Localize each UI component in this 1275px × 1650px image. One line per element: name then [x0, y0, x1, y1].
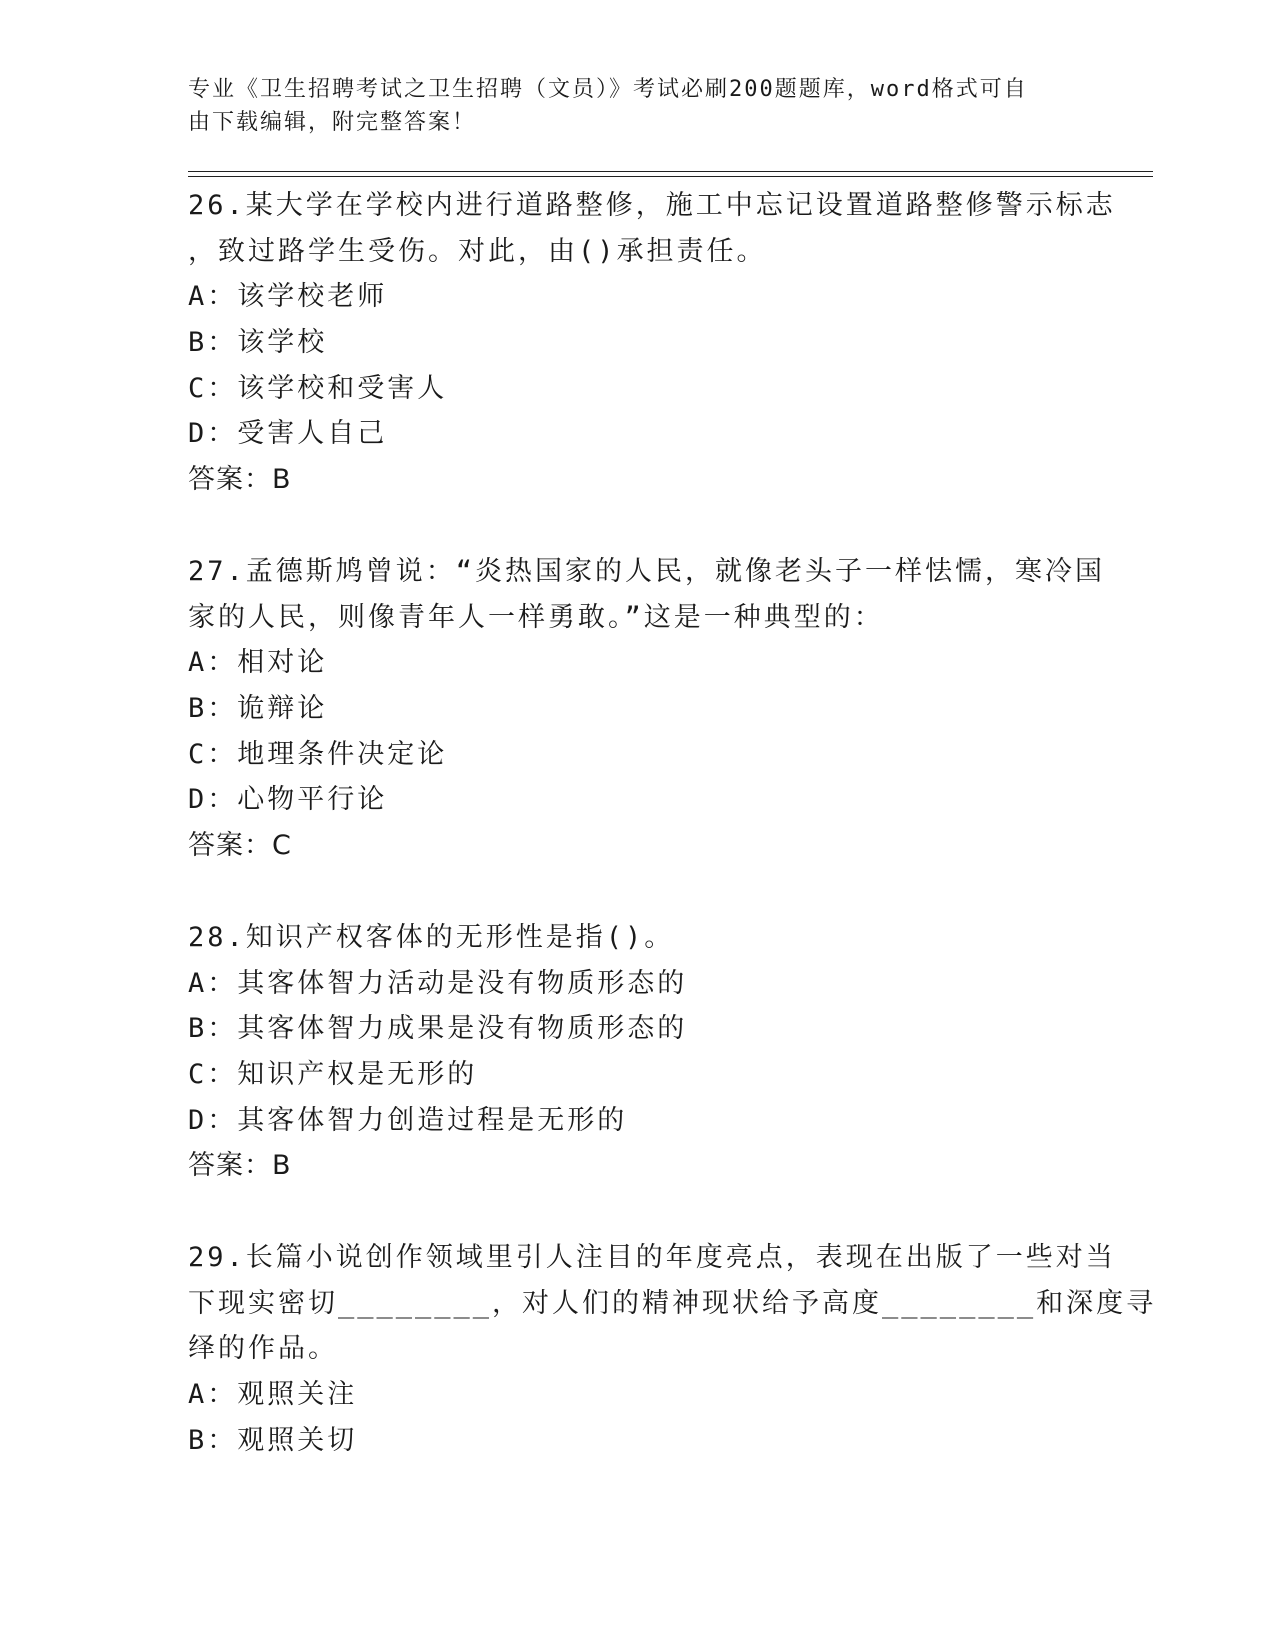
- header-line-2: 由下载编辑，附完整答案！: [188, 110, 477, 135]
- option-b: B：其客体智力成果是没有物质形态的: [188, 1013, 688, 1045]
- header-rule-bottom: [188, 176, 1153, 177]
- answer: 答案：B: [188, 464, 292, 496]
- header-rule-top: [188, 171, 1153, 172]
- question-26: [188, 183, 1116, 503]
- option-b: B：该学校: [188, 327, 328, 359]
- question-text-line: 28.知识产权客体的无形性是指()。: [188, 922, 675, 953]
- question-27: [188, 549, 1106, 869]
- question-29: [188, 1235, 1157, 1463]
- answer: 答案：C: [188, 830, 292, 862]
- question-text-line: 29.长篇小说创作领域里引人注目的年度亮点，表现在出版了一些对当: [188, 1242, 1116, 1273]
- answer: 答案：B: [188, 1150, 292, 1182]
- option-a: A：其客体智力活动是没有物质形态的: [188, 967, 688, 999]
- question-28: [188, 915, 1088, 1189]
- question-text-line: 家的人民，则像青年人一样勇敢。”这是一种典型的：: [188, 601, 884, 633]
- question-text-line: 下现实密切________，对人们的精神现状给予高度________和深度寻: [188, 1287, 1157, 1319]
- option-b: B：诡辩论: [188, 693, 328, 725]
- document-header: [188, 73, 1088, 139]
- option-b: B：观照关切: [188, 1424, 358, 1456]
- question-text-line: 绎的作品。: [188, 1333, 338, 1365]
- option-d: D：受害人自己: [188, 418, 388, 450]
- option-c: C：知识产权是无形的: [188, 1059, 478, 1091]
- option-d: D：心物平行论: [188, 784, 388, 816]
- option-d: D：其客体智力创造过程是无形的: [188, 1104, 628, 1136]
- option-a: A：相对论: [188, 647, 328, 679]
- question-text-line: ，致过路学生受伤。对此，由()承担责任。: [188, 235, 767, 267]
- question-text-line: 26.某大学在学校内进行道路整修，施工中忘记设置道路整修警示标志: [188, 190, 1116, 221]
- option-c: C：该学校和受害人: [188, 372, 448, 404]
- option-c: C：地理条件决定论: [188, 738, 448, 770]
- option-a: A：该学校老师: [188, 281, 388, 313]
- question-text-line: 27.孟德斯鸠曾说：“炎热国家的人民，就像老头子一样怯懦，寒冷国: [188, 556, 1106, 587]
- option-a: A：观照关注: [188, 1379, 358, 1411]
- header-line-1: 专业《卫生招聘考试之卫生招聘（文员）》考试必刷200题题库，word格式可自: [188, 77, 1028, 102]
